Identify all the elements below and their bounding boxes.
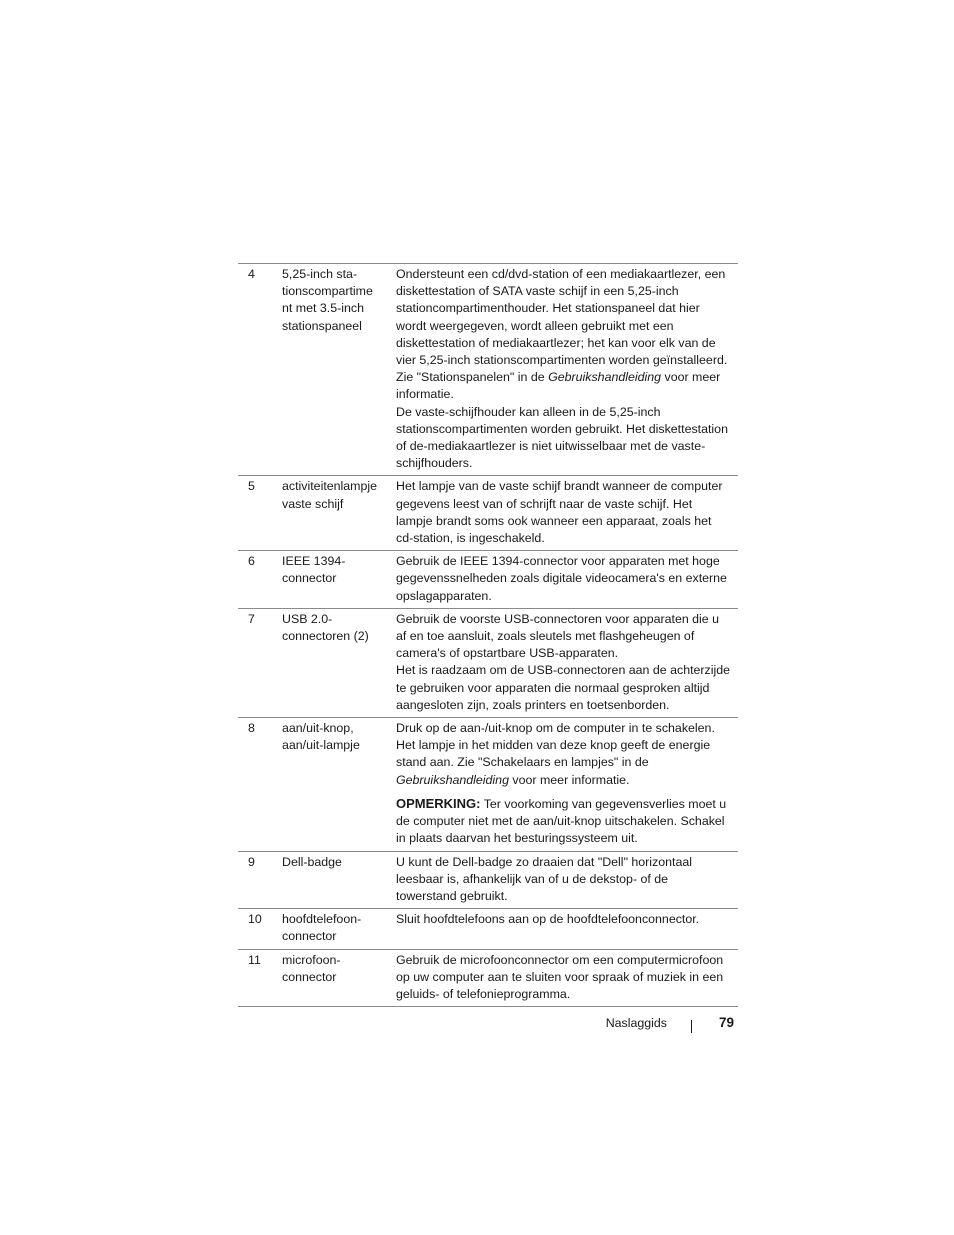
component-description: Gebruik de voorste USB-connectoren voor apparaten die u af en toe aansluit, zoals sleutels met flashgeheugen of camera's of opstartbare USB-apparaten. Het is raadzaam om de USB-connectoren aan de achterzijde te gebruiken voor apparaten die normaal gesproken altijd aangesloten zijn, zoals printers en toetsenborden.: [396, 611, 731, 712]
table-row: [238, 852, 738, 910]
row-number: 8: [248, 721, 255, 736]
component-description: Gebruik de microfoonconnector om een computermicrofoon op uw computer aan te sluiten voor spraak of muziek in een geluids- of telefonieprogramma.: [396, 952, 724, 1001]
component-name: IEEE 1394- connector: [282, 554, 346, 586]
table-row: [238, 950, 738, 1008]
component-description: Druk op de aan-/uit-knop om de computer in te schakelen. Het lampje in het midden van deze knop geeft de energie stand aan. Zie "Schakelaars en lampjes" in de Gebruikshandleiding voor meer informatie. OPMERKING: Ter voorkoming van gegevensverlies moet u de computer niet met de aan/uit-knop uitschakelen. Schakel in plaats daarvan het besturingssysteem uit.: [396, 720, 738, 847]
component-name: hoofdtelefoon- connector: [282, 912, 362, 944]
component-name: aan/uit-knop, aan/uit-lampje: [282, 721, 360, 753]
component-description: Ondersteunt een cd/dvd-station of een mediakaartlezer, een diskettestation of SATA vaste schijf in een 5,25-inch stationcompartimenthouder. Het stationspaneel dat hier wordt weergegeven, wordt alleen gebruikt met een diskettestation of mediakaartlezer; het kan voor elk van de vier 5,25-inch stationscompartimenten worden geïnstalleerd. Zie "Stationspanelen" in de Gebruikshandleiding voor meer informatie. De vaste-schijfhouder kan alleen in de 5,25-inch stationscompartimenten worden gebruikt. Het diskettestation of de-mediakaartlezer is niet uitwisselbaar met de vaste-schijfhouders.: [396, 267, 728, 471]
component-name: 5,25-inch sta- tionscompartime nt met 3.5-inch stationspaneel: [282, 267, 373, 333]
table-row: [238, 718, 738, 851]
row-number: 6: [248, 554, 255, 569]
components-table: [238, 263, 738, 1007]
note-label: OPMERKING:: [396, 795, 481, 811]
row-number: 4: [248, 267, 255, 281]
component-description: Het lampje van de vaste schijf brandt wanneer de computer gegevens leest van of schrijft naar de vaste schijf. Het lampje brandt soms ook wanneer een apparaat, zoals het cd-station, is ingeschakeld.: [396, 479, 723, 546]
component-name: microfoon- connector: [282, 952, 341, 984]
component-name: USB 2.0- connectoren (2): [282, 611, 369, 644]
table-row: [238, 609, 738, 718]
row-number: 9: [248, 854, 255, 869]
row-number: 11: [248, 952, 261, 967]
table-row: [238, 909, 738, 949]
page-number: 79: [719, 1015, 735, 1030]
row-number: 7: [248, 611, 255, 626]
row-number: 10: [248, 912, 262, 927]
document-title: Naslaggids: [605, 1016, 667, 1030]
row-number: 5: [248, 479, 255, 494]
note: OPMERKING: Ter voorkoming van gegevensverlies moet u de computer niet met de aan/uit-knop uitschakelen. Schakel in plaats daarvan het besturingssysteem uit.: [396, 795, 727, 846]
table-row: [238, 551, 738, 609]
component-description: Sluit hoofdtelefoons aan op de hoofdtelefoonconnector.: [396, 912, 700, 927]
component-name: activiteitenlampje vaste schijf: [282, 479, 378, 511]
footer-divider: [691, 1020, 692, 1033]
table-row: [238, 476, 738, 551]
table-row: [238, 264, 738, 476]
page-footer: [0, 1016, 954, 1036]
component-description: Gebruik de IEEE 1394-connector voor apparaten met hoge gegevenssnelheden zoals digitale videocamera's en externe opslagapparaten.: [396, 554, 727, 603]
component-description: U kunt de Dell-badge zo draaien dat "Dell" horizontaal leesbaar is, afhankelijk van of u de dekstop- of de towerstand gebruikt.: [396, 854, 693, 903]
component-name: Dell-badge: [282, 854, 342, 869]
